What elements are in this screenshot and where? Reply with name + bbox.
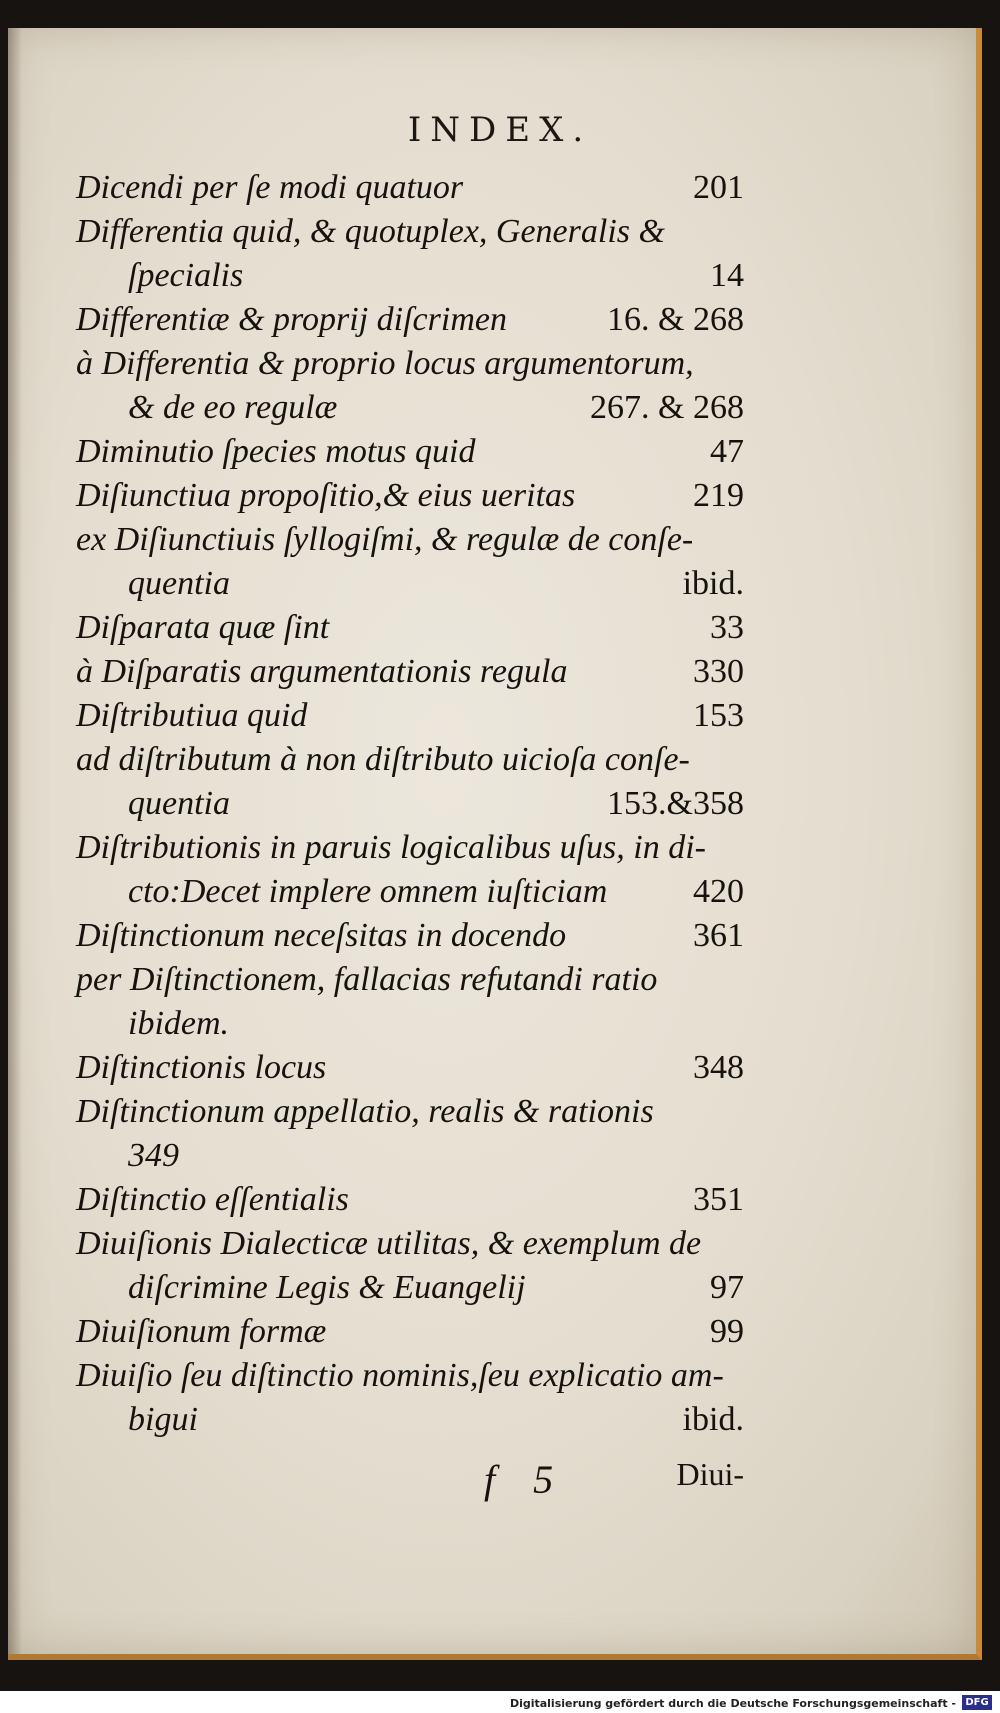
index-entry-text: quentia: [128, 565, 230, 602]
index-page-ref: 97: [710, 1269, 744, 1306]
index-entry-text: à Differentia & proprio locus argumentorum,: [76, 345, 694, 382]
index-line: [128, 1398, 744, 1442]
index-line: [128, 386, 744, 430]
index-entry-text: Differentiæ & proprij diſcrimen: [76, 301, 507, 338]
index-entry-text: Diſtinctionum neceſsitas in docendo: [76, 917, 567, 954]
index-page-ref: 33: [710, 609, 744, 646]
index-line: [76, 1046, 744, 1090]
index-page-ref: 153: [693, 697, 744, 734]
index-entry-text: & de eo regulæ: [128, 389, 338, 426]
index-line: [76, 914, 744, 958]
dfg-logo: DFG: [962, 1695, 992, 1710]
index-entry-text: cto:Decet implere omnem iuſticiam: [128, 873, 608, 910]
signature-mark: f 5: [484, 1457, 568, 1502]
index-entry-text: Dicendi per ſe modi quatuor: [76, 169, 464, 206]
index-entry-text: Diuiſio ſeu diſtinctio nominis,ſeu explicatio am-: [76, 1357, 724, 1394]
index-line: [128, 870, 744, 914]
index-line: [76, 738, 744, 782]
index-line: [76, 1310, 744, 1354]
index-entry-text: bigui: [128, 1401, 198, 1438]
index-page-ref: 361: [693, 917, 744, 954]
index-line: [128, 254, 744, 298]
index-line: [76, 474, 744, 518]
index-line: [76, 1354, 744, 1398]
index-page-ref: ibid.: [682, 1401, 744, 1438]
index-line: [76, 210, 744, 254]
index-entry-text: Diſtinctionis locus: [76, 1049, 327, 1086]
index-line: [76, 650, 744, 694]
index-line: [76, 694, 744, 738]
index-line: [76, 342, 744, 386]
catchword: Diui-: [676, 1456, 744, 1492]
index-page-ref: 219: [693, 477, 744, 514]
index-line: [76, 958, 744, 1002]
index-page-ref: 14: [710, 257, 744, 294]
index-entry-text: Diſtinctionum appellatio, realis & rationis: [76, 1093, 654, 1130]
index-line: [76, 298, 744, 342]
footer-bar: [0, 1691, 1000, 1713]
index-entry-text: 349: [128, 1137, 179, 1174]
index-line: [76, 1090, 744, 1134]
index-page-ref: 153.&358: [607, 785, 744, 822]
index-entry-text: diſcrimine Legis & Euangelij: [128, 1269, 526, 1306]
spine-shadow: [8, 28, 22, 1654]
index-line: [76, 606, 744, 650]
index-page-ref: 201: [693, 169, 744, 206]
index-entry-text: ibidem.: [128, 1005, 230, 1042]
index-page-ref: 351: [693, 1181, 744, 1218]
index-entry-text: Diuiſionis Dialecticæ utilitas, & exemplum de: [76, 1225, 702, 1262]
index-page-ref: 99: [710, 1313, 744, 1350]
index-entry-text: Diuiſionum formæ: [76, 1313, 327, 1350]
index-page-ref: ibid.: [682, 565, 744, 602]
index-entry-text: Differentia quid, & quotuplex, Generalis &: [76, 213, 665, 250]
index-page-ref: 330: [693, 653, 744, 690]
index-line: [128, 1266, 744, 1310]
index-line: [128, 1134, 744, 1178]
index-entry-text: ad diſtributum à non diſtributo uicioſa conſe-: [76, 741, 690, 778]
index-entry-text: Diſiunctiua propoſitio,& eius ueritas: [76, 477, 576, 514]
index-entry-text: Diſtributionis in paruis logicalibus uſus, in di-: [76, 829, 706, 866]
index-line: [128, 1002, 744, 1046]
index-page-ref: 16. & 268: [607, 301, 744, 338]
index-entry-text: Diminutio ſpecies motus quid: [76, 433, 476, 470]
index-entry-text: Diſtinctio eſſentialis: [76, 1181, 349, 1218]
index-line: [76, 518, 744, 562]
index-line: [128, 782, 744, 826]
index-line: [76, 166, 744, 210]
index-line: [128, 562, 744, 606]
index-line: [76, 1178, 744, 1222]
index-line: [76, 826, 744, 870]
index-entry-text: Diſparata quæ ſint: [76, 609, 330, 646]
index-entry-text: ex Diſiunctiuis ſyllogiſmi, & regulæ de conſe-: [76, 521, 694, 558]
index-page-ref: 348: [693, 1049, 744, 1086]
index-line: [76, 430, 744, 474]
index-page-ref: 420: [693, 873, 744, 910]
index-entry-text: per Diſtinctionem, fallacias refutandi ratio: [76, 961, 658, 998]
index-page-ref: 267. & 268: [590, 389, 744, 426]
index-page-ref: 47: [710, 433, 744, 470]
index-line: [76, 1222, 744, 1266]
footer-credit: Digitalisierung gefördert durch die Deutsche Forschungsgemeinschaft -: [509, 1697, 956, 1710]
index-entry-text: quentia: [128, 785, 230, 822]
page-header: INDEX.: [407, 110, 593, 150]
index-entry-text: Diſtributiua quid: [76, 697, 308, 734]
index-entry-text: ſpecialis: [128, 257, 244, 294]
index-entry-text: à Diſparatis argumentationis regula: [76, 653, 568, 690]
